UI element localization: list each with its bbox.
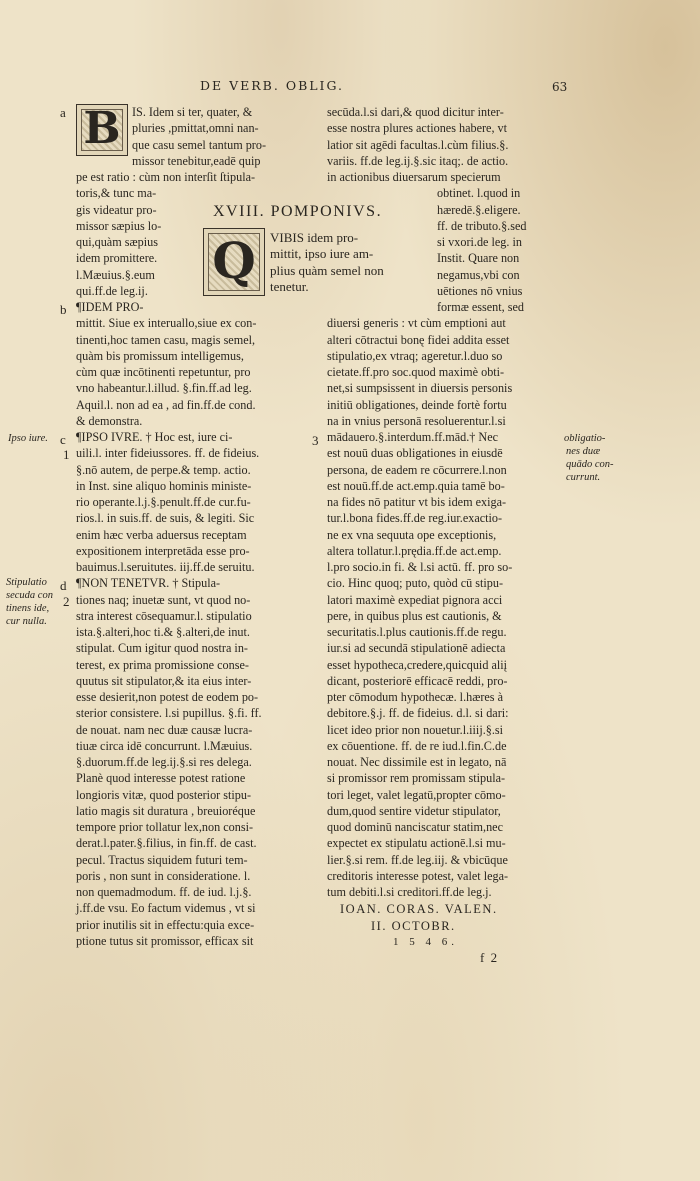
- right-column-line: ex cōuentione. ff. de re iud.l.fin.C.de: [327, 738, 507, 753]
- right-column-line: na fides nō patitur vt bis idem exiga-: [327, 495, 507, 509]
- right-column-line: latori maximè expediat pignora acci: [327, 592, 503, 607]
- right-column-line: est nouū duas obligationes in eiusdē: [327, 446, 503, 461]
- left-column-line: in Inst. sine aliquo hominis ministe-: [76, 478, 252, 493]
- right-column-line: persona, de eadem re cōcurrere.l.non: [327, 462, 507, 477]
- marker-1: 1: [63, 447, 70, 462]
- right-column-line: diuersi generis : vt cùm emptioni aut: [327, 316, 506, 331]
- right-column-line: pere, in quibus plus est cautionis, &: [327, 608, 502, 623]
- left-column-line: vno habeantur.l.illud. §.fin.ff.ad leg.: [76, 381, 252, 396]
- margin-note-obligationes-3: quādo con-: [566, 459, 614, 470]
- left-column-line: poris , non sunt in consideratione. l.: [76, 868, 251, 883]
- right-column-line: ne ex vna sequuta ope exceptionis,: [327, 527, 497, 542]
- page-number: 63: [552, 80, 568, 94]
- left-column-line: stra interest cōsequamur.l. stipulatio: [76, 608, 252, 623]
- signoff-date: II. OCTOBR.: [371, 919, 456, 933]
- right-column-line: alteri cōtractui bonę fidei addita esset: [327, 332, 510, 347]
- signoff-author: IOAN. CORAS. VALEN.: [340, 902, 498, 916]
- right-column-line: latior sit agēdi facultas.l.cùm filius.§.: [327, 137, 509, 152]
- left-column-line: tinenti,hoc tamen casu, magis semel,: [76, 332, 256, 347]
- right-column-line: esset hypotheca,credere,quicquid aliį: [327, 657, 508, 672]
- left-column-line: toris,& tunc ma-: [76, 186, 157, 201]
- left-column-line: pecul. Tractus siquidem futuri tem-: [76, 852, 248, 867]
- margin-note-stipulatio-2: secuda con: [6, 590, 53, 601]
- marker-3: 3: [312, 433, 319, 448]
- left-column-line: rios.l. in suis.ff. de suis, & legiti. Sic: [76, 511, 255, 526]
- right-column-line: esse nostra plures actiones habere, vt: [327, 121, 508, 136]
- margin-note-ipso-iure: Ipso iure.: [8, 433, 48, 444]
- left-column-line: pluries ,pmittat,omni nan-: [132, 121, 259, 136]
- marker-b: b: [60, 302, 67, 317]
- left-column-line: expositionem interpretāda esse pro-: [76, 543, 250, 558]
- left-column-line: quàm bis promissum intelligemus,: [76, 348, 244, 363]
- left-column-line: qui,quàm sæpius: [76, 235, 158, 249]
- left-column-line: que casu semel tantum pro-: [132, 137, 267, 152]
- left-column-line: pe est ratio : cùm non interſit ſtipula-: [76, 170, 256, 184]
- pomponius-line: plius quàm semel non: [270, 262, 384, 278]
- signoff-year: 1 5 4 6.: [393, 936, 458, 948]
- dropcap-q-icon: Q: [203, 228, 265, 296]
- margin-note-obligationes-1: obligatio-: [564, 433, 606, 444]
- right-column-line: Instit. Quare non: [437, 251, 520, 266]
- marker-a: a: [60, 105, 66, 120]
- left-column-line: idem promittere.: [76, 251, 158, 266]
- right-column-line: nouat. Nec dissimile est in legato, nā: [327, 755, 507, 769]
- left-column-line: rio operante.l.j.§.penult.ff.de cur.fu-: [76, 495, 251, 509]
- right-column-line: pter cōmodum hypothecæ. l.hæres à: [327, 690, 504, 704]
- left-column-line: cùm quæ incōtinenti repetuntur, pro: [76, 365, 251, 379]
- left-column-line: mittit. Siue ex interuallo,siue ex con-: [76, 316, 257, 331]
- right-column-line: l.pro socio.in fi. & l.si actū. ff. pro so-: [327, 560, 513, 574]
- margin-note-stipulatio-1: Stipulatio: [6, 577, 47, 588]
- left-column-line: derat.l.pater.§.filius, in fin.ff. de cast.: [76, 836, 257, 851]
- marker-2: 2: [63, 594, 70, 609]
- right-column-line: si vxori.de leg. in: [437, 235, 522, 249]
- left-column-line: uili.l. inter fideiussores. ff. de fideius.: [76, 446, 260, 461]
- right-column-line: obtinet. l.quod in: [437, 186, 521, 201]
- left-column-line: §.nō autem, de perpe.& temp. actio.: [76, 462, 251, 477]
- margin-note-obligationes-4: currunt.: [566, 472, 601, 483]
- right-column-line: net,si sumpsissent in diuersis personis: [327, 381, 513, 396]
- right-column-line: initiū obligationes, deinde fortè fortu: [327, 397, 507, 412]
- left-column-line: sterior consistere. l.si pupillus. §.fi. ff.: [76, 706, 262, 721]
- right-column-line: variis. ff.de leg.ij.§.sic itaq;. de actio.: [327, 153, 509, 168]
- right-column-line: lier.§.si rem. ff.de leg.iij. & vbicūque: [327, 852, 508, 867]
- left-column-line: de nouat. nam nec duæ causæ lucra-: [76, 722, 253, 737]
- right-column-line: uētiones nō vnius: [437, 283, 523, 298]
- running-header: DE VERB. OBLIG.: [200, 78, 345, 93]
- left-column-line: l.Mæuius.§.eum: [76, 267, 155, 282]
- right-column-line: cietate.ff.pro soc.quod maximè obti-: [327, 365, 505, 379]
- left-column-line: tempore prior tollatur lex,non consi-: [76, 820, 254, 834]
- left-column-line: j.ff.de vsu. Eo factum videmus , vt si: [76, 901, 256, 916]
- right-column-line: si promissor rem promissam stipula-: [327, 771, 506, 786]
- right-column-line: tori leget, valet legatū,propter cōmo-: [327, 787, 506, 802]
- right-column-line: est nouū.ff.de act.emp.quia tamē bo-: [327, 478, 505, 493]
- right-column-line: expectet ex stipulatu actionē.l.si mu-: [327, 836, 506, 851]
- pomponius-line: VIBIS idem pro-: [270, 230, 359, 245]
- left-column-line: ¶IDEM PRO-: [76, 300, 144, 314]
- left-column-line: Planè quod interesse potest ratione: [76, 771, 246, 786]
- right-column-line: formæ essent, sed: [437, 300, 524, 314]
- right-column-line: quod dominū nanciscatur statim,nec: [327, 820, 503, 834]
- right-column-line: mādauero.§.interdum.ff.mād.† Nec: [327, 430, 499, 444]
- right-column-line: dum,quod sentire videtur stipulator,: [327, 803, 501, 818]
- pomponius-line: tenetur.: [270, 279, 309, 295]
- left-column-line: IS. Idem si ter, quater, &: [132, 105, 253, 119]
- left-column-line: quutus sit stipulator,& ita eius inter-: [76, 673, 252, 688]
- left-column-line: longioris vitæ, quod posterior stipu-: [76, 787, 252, 802]
- right-column-line: tum debiti.l.si creditori.ff.de leg.j.: [327, 885, 492, 899]
- right-column-line: securitatis.l.plus cautionis.ff.de regu.: [327, 625, 507, 639]
- right-column-line: negamus,vbi con: [437, 267, 520, 282]
- left-column-line: terest, ex prima promissione conse-: [76, 657, 249, 672]
- left-column-line: latio magis sit duratura , breuioréque: [76, 803, 256, 818]
- left-column-line: enim hæc verba aduersus receptam: [76, 527, 247, 542]
- left-column-line: ¶NON TENETVR. † Stipula-: [76, 576, 221, 591]
- right-column-line: licet ideo prior non nouetur.l.iiij.§.si: [327, 722, 504, 737]
- left-column-line: non quemadmodum. ff. de iud. l.j.§.: [76, 885, 252, 899]
- left-column-line: missor tenebitur,eadē quip: [132, 153, 261, 168]
- right-column-line: creditoris interesse potest, valet lega-: [327, 868, 509, 883]
- left-column-line: ¶IPSO IVRE. † Hoc est, iure ci-: [76, 430, 233, 444]
- right-column-line: iur.si ad secundā stipulationē adiecta: [327, 641, 506, 656]
- signature-mark: f 2: [480, 950, 499, 965]
- marker-d: d: [60, 578, 67, 593]
- left-column-line: §.duorum.ff.de leg.ij.§.si res delega.: [76, 755, 252, 769]
- right-column-line: stipulatio,ex vtraq; ageretur.l.duo so: [327, 348, 503, 363]
- right-column-line: secūda.l.si dari,& quod dicitur inter-: [327, 105, 504, 119]
- section-title-pomponius: XVIII. POMPONIVS.: [213, 203, 383, 220]
- pomponius-line: mittit, ipso iure am-: [270, 246, 374, 262]
- dropcap-b-icon: B: [76, 104, 128, 156]
- left-column-line: esse desierit,non potest de eodem po-: [76, 690, 259, 704]
- left-column-line: prior inutilis sit in effectu:quia exce-: [76, 917, 255, 932]
- right-column-line: dicant, posteriorē efficacē reddi, pro-: [327, 673, 508, 688]
- right-column-line: na in vnius personā resoluerentur.l.si: [327, 413, 506, 428]
- left-column-line: bauimus.l.seruitutes. iij.ff.de seruitu.: [76, 560, 255, 574]
- left-column-line: tiones naq; inuetæ sunt, vt quod no-: [76, 592, 251, 607]
- right-column-line: in actionibus diuersarum specierum: [327, 170, 501, 184]
- margin-note-stipulatio-4: cur nulla.: [6, 616, 47, 627]
- right-column-line: altera tollatur.l.prędia.ff.de act.emp.: [327, 543, 502, 558]
- left-column-line: qui.ff.de leg.ij.: [76, 283, 148, 298]
- right-column-line: hæredē.§.eligere.: [437, 202, 521, 217]
- left-column-line: stipulat. Cum igitur quod nostra in-: [76, 641, 248, 656]
- right-column-line: cio. Hinc quoq; puto, quòd cū stipu-: [327, 576, 504, 591]
- marker-c: c: [60, 432, 66, 447]
- left-column-line: ista.§.alteri,hoc ti.& §.alteri,de inut.: [76, 625, 250, 639]
- right-column-line: ff. de tributo.§.sed: [437, 218, 527, 233]
- right-column-line: tur.l.bona fides.ff.de reg.iur.exactio-: [327, 511, 503, 526]
- left-column-line: Aquil.l. non ad ea , ad fin.ff.de cond.: [76, 397, 256, 412]
- left-column-line: missor sæpius lo-: [76, 218, 162, 233]
- left-column-line: gis videatur pro-: [76, 202, 157, 217]
- left-column-line: ptione tutus sit promissor, efficax sit: [76, 933, 254, 948]
- margin-note-obligationes-2: nes duæ: [566, 446, 601, 457]
- left-column-line: tiuæ circa idē concurrunt. l.Mæuius.: [76, 738, 253, 753]
- left-column-line: & demonstra.: [76, 413, 143, 428]
- right-column-line: debitore.§.j. ff. de fideius. d.l. si dari:: [327, 706, 509, 721]
- margin-note-stipulatio-3: tinens ide,: [6, 603, 50, 614]
